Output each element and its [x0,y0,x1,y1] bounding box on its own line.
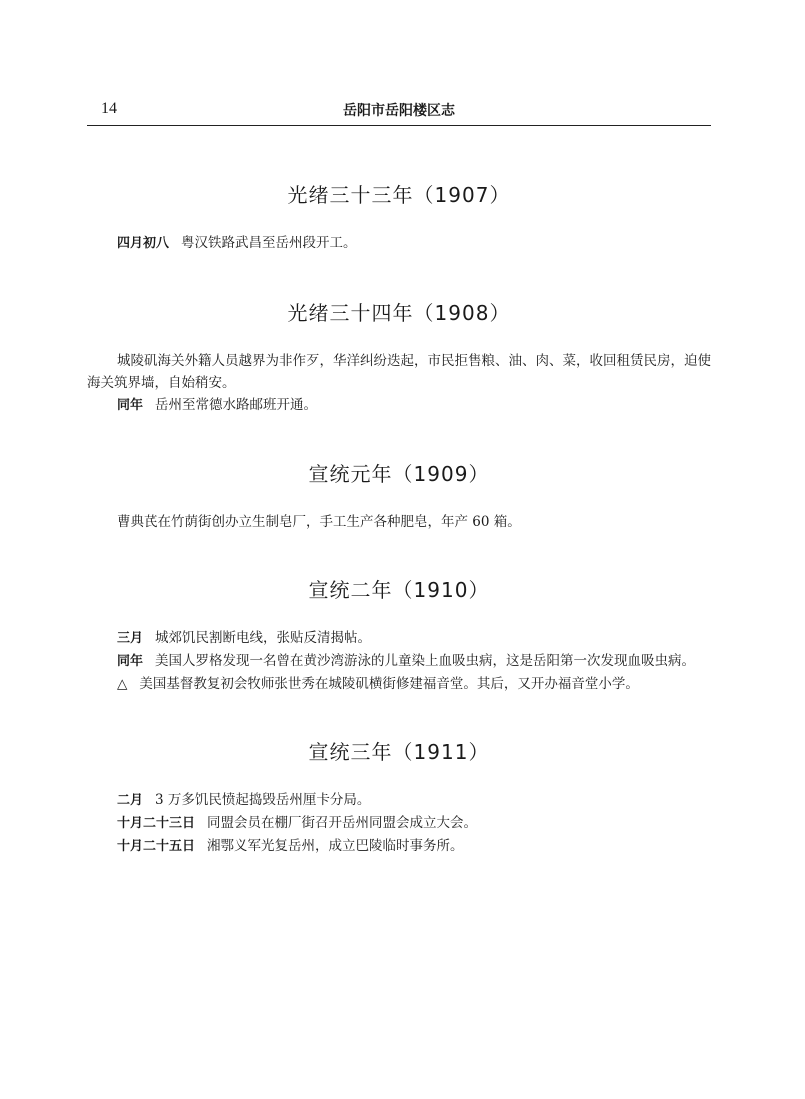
section-1911 [87,737,711,858]
entry-date: 三月 [117,631,144,646]
page-header [87,97,711,126]
section-heading: 宣统元年（1909） [308,462,490,486]
book-title: 岳阳市岳阳楼区志 [343,103,455,119]
entry-text: 3 万多饥民愤起捣毁岳州厘卡分局。 [155,792,371,808]
entry [87,650,711,673]
entry [87,627,711,650]
entry [87,350,711,394]
entry-date: 十月二十三日 [117,816,196,831]
entry-text: 城陵矶海关外籍人员越界为非作歹，华洋纠纷迭起，市民拒售粮、油、肉、菜，收回租赁民房，迫使海关筑界墙，自始稍安。 [87,353,711,391]
entry-text: 美国人罗格发现一名曾在黄沙湾游泳的儿童染上血吸虫病，这是岳阳第一次发现血吸虫病。 [155,653,696,669]
entry-date: 同年 [117,398,144,413]
entry-text: 粤汉铁路武昌至岳州段开工。 [181,235,357,251]
entry-date: 同年 [117,654,144,669]
entry-text: 岳州至常德水路邮班开通。 [155,397,318,413]
entry [87,835,711,858]
entry-text: 曹典芪在竹荫街创办立生制皂厂，手工生产各种肥皂，年产 60 箱。 [117,514,521,530]
section-1908 [87,298,711,417]
section-1910 [87,575,711,695]
page-number: 14 [101,100,117,117]
section-heading: 光绪三十三年（1907） [287,183,511,207]
chronicle-content [87,180,711,858]
entry-date: 十月二十五日 [117,839,196,854]
entry-text: 同盟会员在棚厂街召开岳州同盟会成立大会。 [207,815,478,831]
section-1909 [87,459,711,533]
entry [87,511,711,533]
entry-date: 四月初八 [117,236,170,251]
entry [87,232,711,255]
entry [87,789,711,812]
entry-date: 二月 [117,793,144,808]
section-heading: 光绪三十四年（1908） [287,301,511,325]
entry-text: 湘鄂义军光复岳州，成立巴陵临时事务所。 [207,838,464,854]
entry-text: 城郊饥民割断电线，张贴反清揭帖。 [155,630,372,646]
section-1907 [87,180,711,255]
section-heading: 宣统三年（1911） [308,740,490,764]
entry [87,394,711,417]
section-heading: 宣统二年（1910） [308,578,490,602]
entry-text: 美国基督教复初会牧师张世秀在城陵矶横街修建福音堂。其后，又开办福音堂小学。 [139,676,639,692]
entry [87,673,711,695]
triangle-mark-icon: △ [117,676,128,692]
entry [87,812,711,835]
